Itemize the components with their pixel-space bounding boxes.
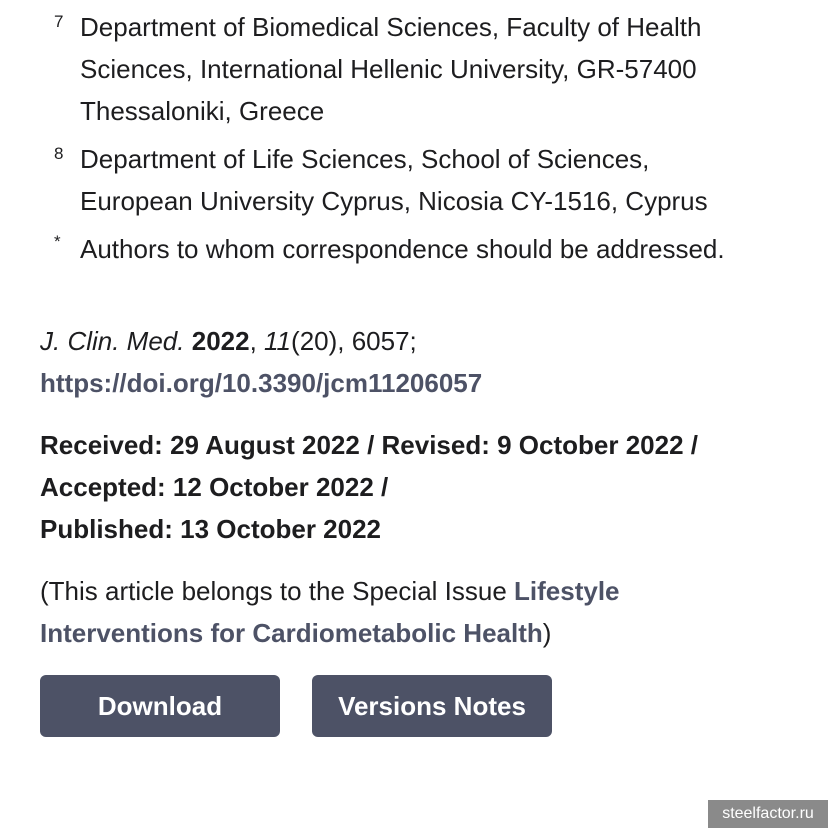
citation-year: 2022	[191, 326, 250, 356]
citation-volume: 11	[264, 326, 292, 356]
dates-line: Accepted: 12 October 2022 /	[40, 472, 389, 502]
affiliation-line: European University Cyprus, Nicosia CY-1516, Cyprus	[80, 186, 708, 216]
citation-issue-pages: (20), 6057;	[291, 326, 417, 356]
dates-line: Published: 13 October 2022	[40, 514, 382, 544]
publication-dates	[40, 424, 800, 550]
special-issue-link[interactable]: Lifestyle	[514, 576, 620, 606]
versions-notes-button[interactable]: Versions Notes	[312, 675, 552, 737]
correspondence-note	[80, 228, 800, 270]
affiliation-line: Department of Biomedical Sciences, Faculty of Health	[80, 12, 702, 42]
special-issue-note	[40, 570, 800, 654]
affiliation-line: Department of Life Sciences, School of Sciences,	[80, 144, 650, 174]
watermark: steelfactor.ru	[708, 800, 828, 828]
doi-link[interactable]: https://doi.org/10.3390/jcm11206057	[40, 368, 483, 398]
affiliation-line: Thessaloniki, Greece	[80, 96, 325, 126]
affiliation-marker: 7	[54, 12, 64, 31]
citation-line: J. Clin. Med. 2022, 11(20), 6057;	[40, 326, 417, 356]
affiliation-line: Authors to whom correspondence should be addressed.	[80, 234, 725, 264]
special-issue-prefix: (This article belongs to the Special Issue	[40, 576, 515, 606]
download-button[interactable]: Download	[40, 675, 280, 737]
journal-name: J. Clin. Med.	[40, 326, 185, 356]
affiliation-line: Sciences, International Hellenic University, GR-57400	[80, 54, 697, 84]
affiliation-8	[80, 138, 800, 222]
correspondence-marker: *	[54, 232, 61, 251]
special-issue-suffix: )	[542, 618, 552, 648]
affiliation-marker: 8	[54, 144, 64, 163]
affiliation-7	[80, 6, 800, 132]
special-issue-link[interactable]: Interventions for Cardiometabolic Health	[40, 618, 543, 648]
citation	[40, 320, 800, 404]
dates-line: Received: 29 August 2022 / Revised: 9 October 2022 /	[40, 430, 698, 460]
